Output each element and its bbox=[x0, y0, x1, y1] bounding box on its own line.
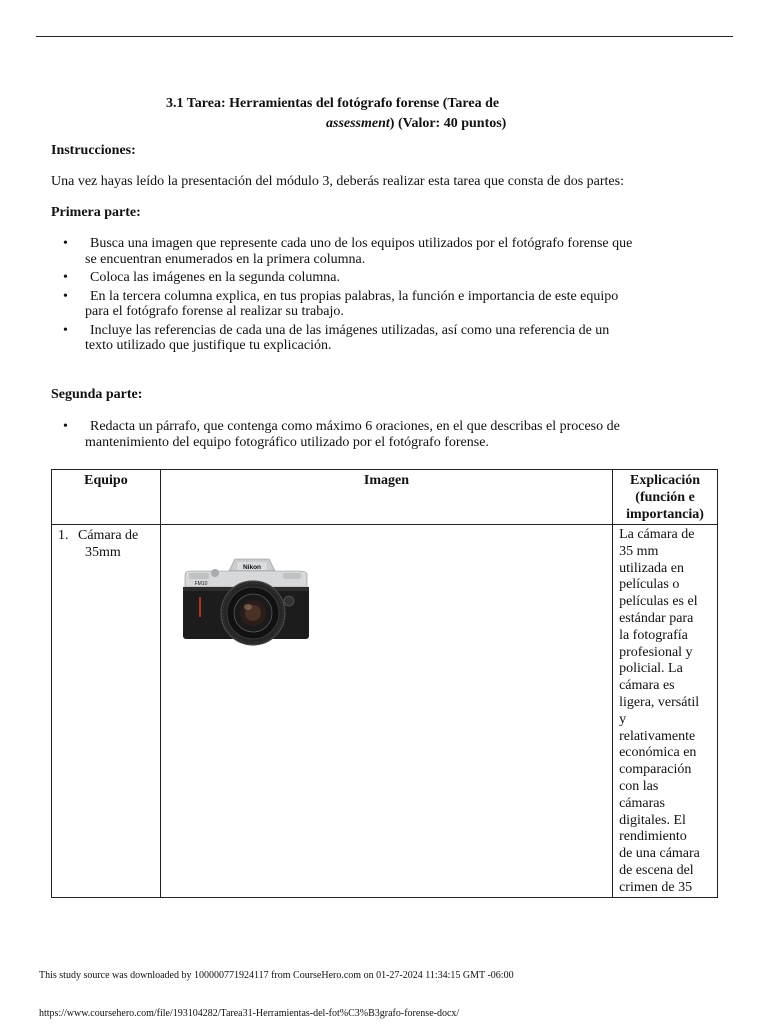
list-item bbox=[51, 236, 691, 267]
explicacion-line: comparación bbox=[619, 762, 692, 778]
list-item-line2: se encuentran enumerados en la primera columna. bbox=[85, 251, 366, 267]
title-line2-rest: ) (Valor: 40 puntos) bbox=[389, 116, 507, 131]
segunda-parte-heading: Segunda parte: bbox=[51, 387, 143, 402]
title-italic-word: assessment bbox=[326, 116, 390, 131]
explicacion-text bbox=[619, 527, 715, 893]
camera-brand-label: Nikon bbox=[242, 564, 261, 571]
explicacion-line: películas o bbox=[619, 577, 680, 593]
list-item-line1: En la tercera columna explica, en tus propias palabras, la función e importancia de este equipo bbox=[90, 288, 619, 304]
primera-parte-list bbox=[51, 236, 691, 357]
explicacion-line: de una cámara bbox=[619, 846, 700, 862]
explicacion-line: 35 mm bbox=[619, 543, 659, 559]
camera-photo-icon bbox=[177, 557, 313, 649]
list-item bbox=[51, 289, 691, 320]
explicacion-line: profesional y bbox=[619, 644, 693, 660]
explicacion-line: crimen de 35 bbox=[619, 879, 693, 893]
header-equipo: Equipo bbox=[52, 470, 161, 525]
primera-parte-heading: Primera parte: bbox=[51, 205, 141, 220]
title-line2 bbox=[166, 114, 546, 134]
bullet-icon: • bbox=[63, 322, 68, 338]
header-explicacion-line1: Explicación bbox=[630, 473, 701, 488]
instrucciones-heading: Instrucciones: bbox=[51, 143, 136, 158]
explicacion-line: digitales. El bbox=[619, 812, 686, 828]
equipo-number: 1. bbox=[58, 528, 69, 543]
cell-imagen bbox=[160, 525, 612, 898]
camera-model-label: FM10 bbox=[194, 581, 208, 587]
explicacion-line: económica en bbox=[619, 745, 697, 761]
explicacion-line: relativamente bbox=[619, 728, 696, 744]
cell-explicacion bbox=[613, 525, 718, 898]
bullet-icon: • bbox=[63, 270, 68, 285]
explicacion-line: La cámara de bbox=[619, 527, 695, 542]
explicacion-line: rendimiento bbox=[619, 829, 687, 845]
segunda-parte-list bbox=[51, 419, 691, 453]
list-item bbox=[51, 323, 691, 354]
explicacion-line: ligera, versátil bbox=[619, 694, 700, 710]
explicacion-line: la fotografía bbox=[619, 627, 688, 643]
header-imagen: Imagen bbox=[160, 470, 612, 525]
explicacion-line: de escena del bbox=[619, 862, 694, 878]
header-explicacion-line2: (función e bbox=[635, 490, 695, 505]
intro-paragraph: Una vez hayas leído la presentación del módulo 3, deberás realizar esta tarea que consta de dos partes: bbox=[51, 174, 624, 189]
list-item-line2: para el fotógrafo forense al realizar su trabajo. bbox=[85, 304, 344, 319]
footer-url: https://www.coursehero.com/file/193104282/Tarea31-Herramientas-del-fot%C3%B3grafo-forense-docx/ bbox=[39, 1008, 460, 1019]
list-item-line1: Redacta un párrafo, que contenga como máximo 6 oraciones, en el que describas el proceso de bbox=[90, 419, 620, 434]
explicacion-line: y bbox=[619, 711, 627, 727]
list-item-line2: texto utilizado que justifique tu explicación. bbox=[85, 338, 332, 353]
title-line1: 3.1 Tarea: Herramientas del fotógrafo forense (Tarea de bbox=[166, 96, 500, 111]
top-rule bbox=[36, 36, 733, 37]
table-header-row bbox=[52, 470, 718, 525]
explicacion-line: policial. La bbox=[619, 661, 683, 677]
bullet-icon: • bbox=[63, 236, 68, 251]
cell-equipo bbox=[52, 525, 161, 898]
list-item-line1: Incluye las referencias de cada una de las imágenes utilizadas, así como una referencia de un bbox=[90, 322, 610, 338]
header-explicacion-line3: importancia) bbox=[626, 507, 704, 522]
header-explicacion bbox=[613, 470, 718, 525]
explicacion-line: cámara es bbox=[619, 678, 675, 694]
explicacion-line: cámaras bbox=[619, 795, 665, 811]
explicacion-line: con las bbox=[619, 778, 659, 794]
list-item-line2: mantenimiento del equipo fotográfico utilizado por el fotógrafo forense. bbox=[85, 434, 489, 450]
equipment-table bbox=[51, 469, 718, 898]
list-item-line1: Busca una imagen que represente cada uno de los equipos utilizados por el fotógrafo forense que bbox=[90, 236, 633, 251]
explicacion-line: películas es el bbox=[619, 594, 698, 610]
document-title bbox=[166, 94, 546, 134]
footer-source-line: This study source was downloaded by 100000771924117 from CourseHero.com on 01-27-2024 11:34:15 GMT -06:00 bbox=[39, 970, 514, 981]
table-row bbox=[52, 525, 718, 898]
bullet-icon: • bbox=[63, 419, 68, 434]
list-item bbox=[51, 419, 691, 450]
list-item-line1: Coloca las imágenes en la segunda columna. bbox=[90, 270, 340, 285]
explicacion-line: utilizada en bbox=[619, 560, 684, 576]
equipo-line2: 35mm bbox=[85, 545, 121, 560]
equipo-line1: Cámara de bbox=[78, 528, 139, 543]
list-item bbox=[51, 270, 691, 286]
bullet-icon: • bbox=[63, 288, 68, 304]
explicacion-line: estándar para bbox=[619, 610, 694, 626]
